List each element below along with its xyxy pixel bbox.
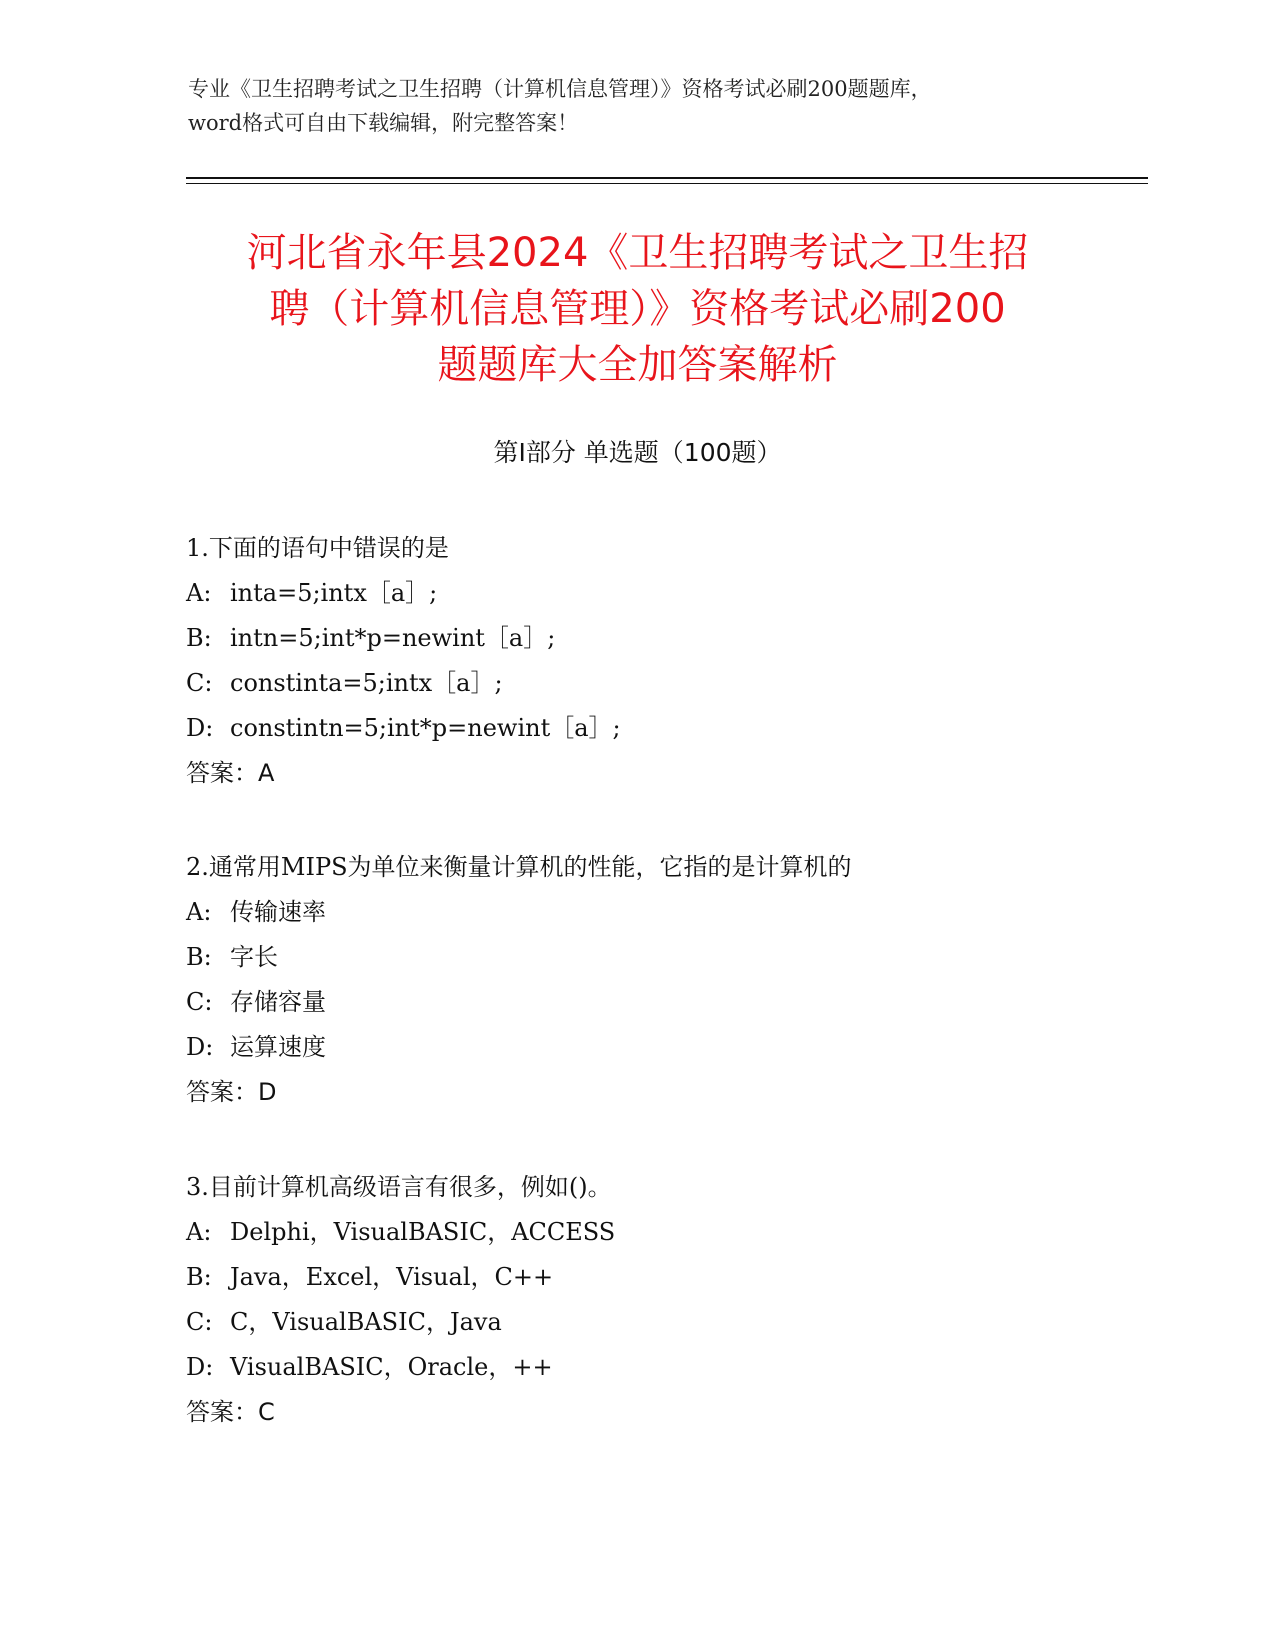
option-text: Delphi，VisualBASIC，ACCESS <box>230 1218 616 1246</box>
option-letter: B: <box>186 624 212 652</box>
option-b <box>186 616 1186 661</box>
question-text: 3.目前计算机高级语言有很多，例如()。 <box>186 1173 612 1201</box>
question-2 <box>186 845 1186 1115</box>
option-text: 字长 <box>230 943 278 971</box>
option-letter: B: <box>186 943 212 971</box>
option-letter: D: <box>186 1033 214 1061</box>
answer: 答案：D <box>186 1078 277 1106</box>
option-d <box>186 1345 1186 1390</box>
title-line-2: 聘（计算机信息管理）》资格考试必刷200 <box>269 286 1006 332</box>
section-title: 第I部分 单选题（100题） <box>493 438 782 467</box>
option-text: constintn=5;int*p=newint［a］; <box>230 714 621 742</box>
option-d <box>186 1025 1186 1070</box>
option-text: 传输速率 <box>230 898 326 926</box>
option-text: Java，Excel，Visual，C++ <box>230 1263 554 1291</box>
option-d <box>186 706 1186 751</box>
header-note-line-1: 专业《卫生招聘考试之卫生招聘（计算机信息管理）》资格考试必刷200题题库， <box>188 77 932 101</box>
option-b <box>186 935 1186 980</box>
title-line-1: 河北省永年县2024《卫生招聘考试之卫生招 <box>246 230 1029 276</box>
question-1 <box>186 526 1186 796</box>
title-line-3: 题题库大全加答案解析 <box>437 342 838 388</box>
option-letter: A: <box>186 1218 212 1246</box>
option-a <box>186 890 1186 935</box>
header-divider-thin <box>186 183 1148 184</box>
option-letter: D: <box>186 1353 214 1381</box>
option-letter: A: <box>186 898 212 926</box>
option-text: 存储容量 <box>230 988 326 1016</box>
document-title <box>150 225 1125 393</box>
header-note-line-2: word格式可自由下载编辑，附完整答案！ <box>188 111 579 135</box>
header-note <box>188 72 1088 140</box>
option-a <box>186 571 1186 616</box>
option-text: intn=5;int*p=newint［a］; <box>230 624 556 652</box>
option-letter: B: <box>186 1263 212 1291</box>
option-letter: C: <box>186 669 213 697</box>
option-text: 运算速度 <box>230 1033 326 1061</box>
question-text: 2.通常用MIPS为单位来衡量计算机的性能，它指的是计算机的 <box>186 853 852 881</box>
option-c <box>186 1300 1186 1345</box>
option-b <box>186 1255 1186 1300</box>
option-a <box>186 1210 1186 1255</box>
answer: 答案：C <box>186 1398 275 1426</box>
option-text: constinta=5;intx［a］; <box>230 669 503 697</box>
option-letter: C: <box>186 988 213 1016</box>
option-letter: D: <box>186 714 214 742</box>
answer: 答案：A <box>186 759 275 787</box>
question-text: 1.下面的语句中错误的是 <box>186 534 449 562</box>
header-divider-thick <box>186 177 1148 179</box>
option-c <box>186 980 1186 1025</box>
option-text: C，VisualBASIC，Java <box>230 1308 502 1336</box>
option-c <box>186 661 1186 706</box>
option-letter: C: <box>186 1308 213 1336</box>
option-text: VisualBASIC，Oracle，++ <box>230 1353 553 1381</box>
option-letter: A: <box>186 579 212 607</box>
option-text: inta=5;intx［a］; <box>230 579 438 607</box>
question-3 <box>186 1165 1186 1435</box>
